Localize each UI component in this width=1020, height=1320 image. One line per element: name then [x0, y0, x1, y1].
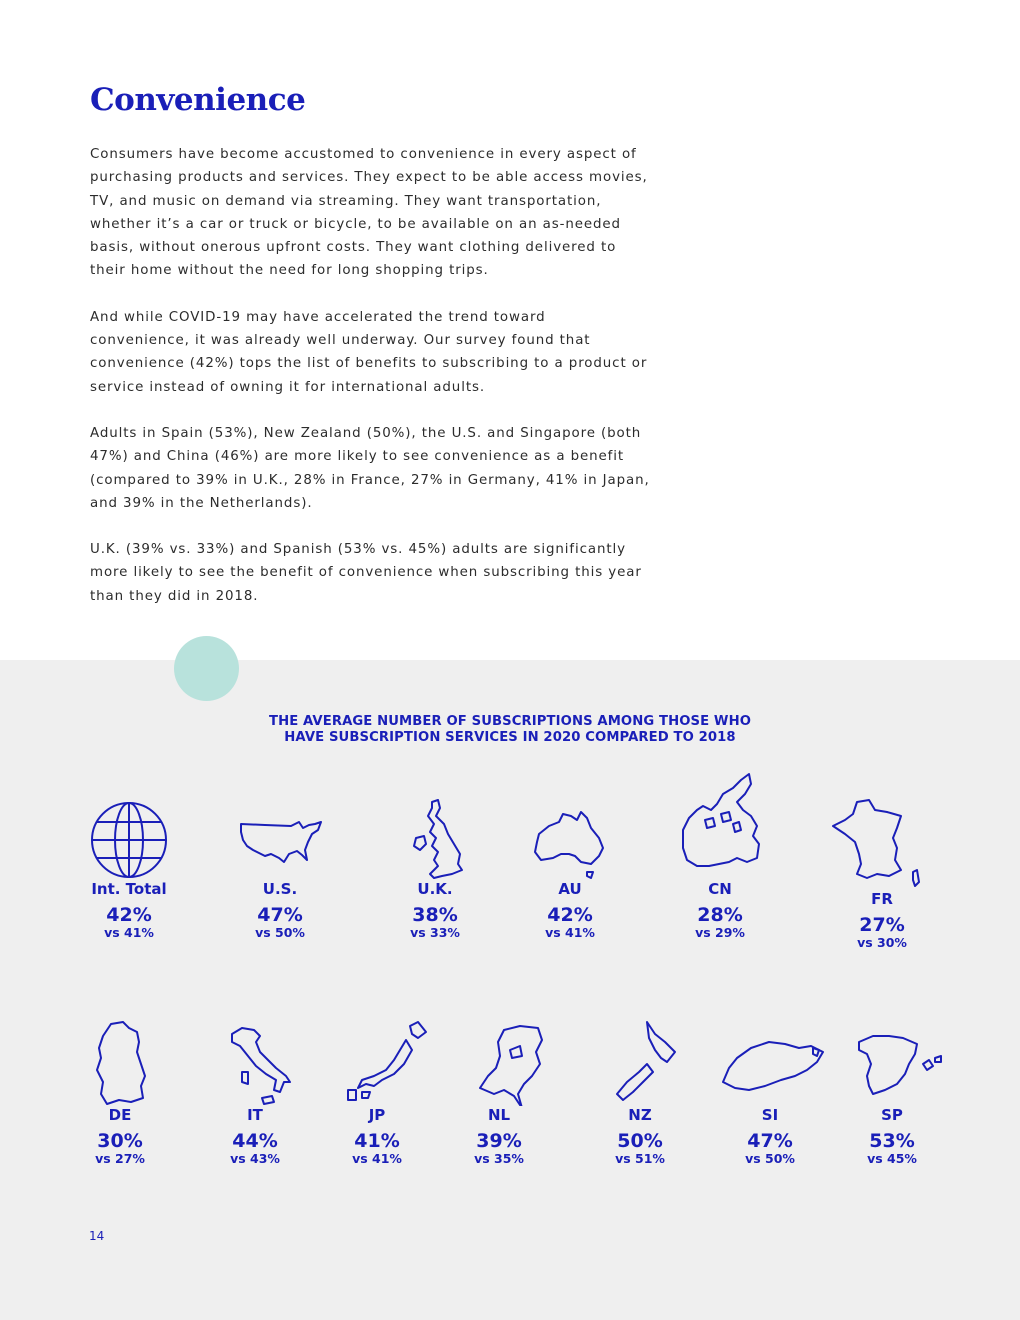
canada-map-icon	[675, 770, 765, 880]
country-label: SI	[761, 1106, 779, 1124]
country-percent: 41%	[354, 1130, 400, 1152]
country-comparison: vs 50%	[745, 1151, 795, 1166]
spain-map-icon	[837, 1020, 947, 1106]
country-percent: 53%	[869, 1130, 915, 1152]
netherlands-map-icon	[434, 1020, 564, 1106]
country-int-total	[64, 798, 194, 940]
country-percent: 28%	[697, 904, 743, 926]
paragraph: U.K. (39% vs. 33%) and Spanish (53% vs. 45%) adults are significantly more likely to see the benefit of convenience when subscribing this year than they did in 2018.	[90, 542, 642, 604]
country-label: IT	[247, 1106, 263, 1124]
country-percent: 47%	[747, 1130, 793, 1152]
australia-map-icon	[525, 798, 615, 880]
country-sp	[827, 1020, 957, 1166]
country-fr	[817, 798, 947, 950]
country-comparison: vs 41%	[545, 925, 595, 940]
country-percent: 30%	[97, 1130, 143, 1152]
country-label: NZ	[628, 1106, 652, 1124]
country-si	[705, 1020, 835, 1166]
country-cn	[655, 770, 785, 940]
country-percent: 44%	[232, 1130, 278, 1152]
country-comparison: vs 29%	[695, 925, 745, 940]
country-percent: 39%	[476, 1130, 522, 1152]
country-comparison: vs 35%	[474, 1151, 524, 1166]
globe-icon	[84, 798, 174, 880]
germany-map-icon	[75, 1020, 165, 1106]
country-percent: 50%	[617, 1130, 663, 1152]
body-text	[90, 143, 650, 631]
country-it	[190, 1020, 320, 1166]
country-percent: 38%	[412, 904, 458, 926]
decorative-circle	[174, 636, 239, 701]
country-nl	[434, 1020, 564, 1166]
page-title: Convenience	[90, 82, 306, 118]
new-zealand-map-icon	[585, 1020, 695, 1106]
country-us	[215, 798, 345, 940]
country-comparison: vs 51%	[615, 1151, 665, 1166]
country-nz	[575, 1020, 705, 1166]
country-percent: 27%	[859, 914, 905, 936]
country-label: JP	[368, 1106, 386, 1124]
uk-map-icon	[390, 798, 480, 880]
country-comparison: vs 33%	[410, 925, 460, 940]
country-label: U.S.	[262, 880, 298, 898]
country-jp	[312, 1020, 442, 1166]
chart-panel	[0, 660, 1020, 1320]
country-au	[505, 798, 635, 940]
paragraph: And while COVID-19 may have accelerated the trend toward convenience, it was already well underway. Our survey found that convenience (42%) tops the list of benefits to subscribing to a product or service instead of owning it for international adults.	[90, 309, 648, 395]
country-percent: 42%	[547, 904, 593, 926]
country-label: DE	[108, 1106, 132, 1124]
country-comparison: vs 43%	[230, 1151, 280, 1166]
singapore-map-icon	[715, 1020, 825, 1106]
country-comparison: vs 41%	[104, 925, 154, 940]
country-comparison: vs 30%	[857, 935, 907, 950]
country-uk	[370, 798, 500, 940]
country-label: CN	[708, 880, 732, 898]
country-label: Int. Total	[91, 880, 167, 898]
country-comparison: vs 41%	[352, 1151, 402, 1166]
country-comparison: vs 50%	[255, 925, 305, 940]
chart-title	[190, 714, 830, 746]
country-label: U.K.	[417, 880, 453, 898]
chart-title-line: HAVE SUBSCRIPTION SERVICES IN 2020 COMPARED TO 2018	[284, 730, 736, 745]
italy-map-icon	[210, 1020, 300, 1106]
country-label: AU	[558, 880, 582, 898]
country-label: SP	[881, 1106, 903, 1124]
country-label: FR	[871, 890, 893, 908]
japan-map-icon	[322, 1020, 432, 1106]
chart-title-line: THE AVERAGE NUMBER OF SUBSCRIPTIONS AMONG THOSE WHO	[268, 714, 752, 729]
paragraph: Adults in Spain (53%), New Zealand (50%), the U.S. and Singapore (both 47%) and China (46%) are more likely to see convenience as a benefit (compared to 39% in U.K., 28% in France, 27% in Germany, 41% in Japan, and 39% in the Netherlands).	[90, 425, 650, 511]
country-percent: 42%	[106, 904, 152, 926]
country-comparison: vs 45%	[867, 1151, 917, 1166]
country-percent: 47%	[257, 904, 303, 926]
usa-map-icon	[235, 798, 325, 880]
page-number: 14	[89, 1229, 105, 1243]
paragraph: Consumers have become accustomed to convenience in every aspect of purchasing products and services. They expect to be able access movies, TV, and music on demand via streaming. They want transportation, whether it’s a car or truck or bicycle, to be available on an as-needed basis, without onerous upfront costs. They want clothing delivered to their home without the need for long shopping trips.	[90, 147, 648, 279]
country-de	[55, 1020, 185, 1166]
country-comparison: vs 27%	[95, 1151, 145, 1166]
france-map-icon	[827, 798, 937, 890]
country-label: NL	[487, 1106, 511, 1124]
